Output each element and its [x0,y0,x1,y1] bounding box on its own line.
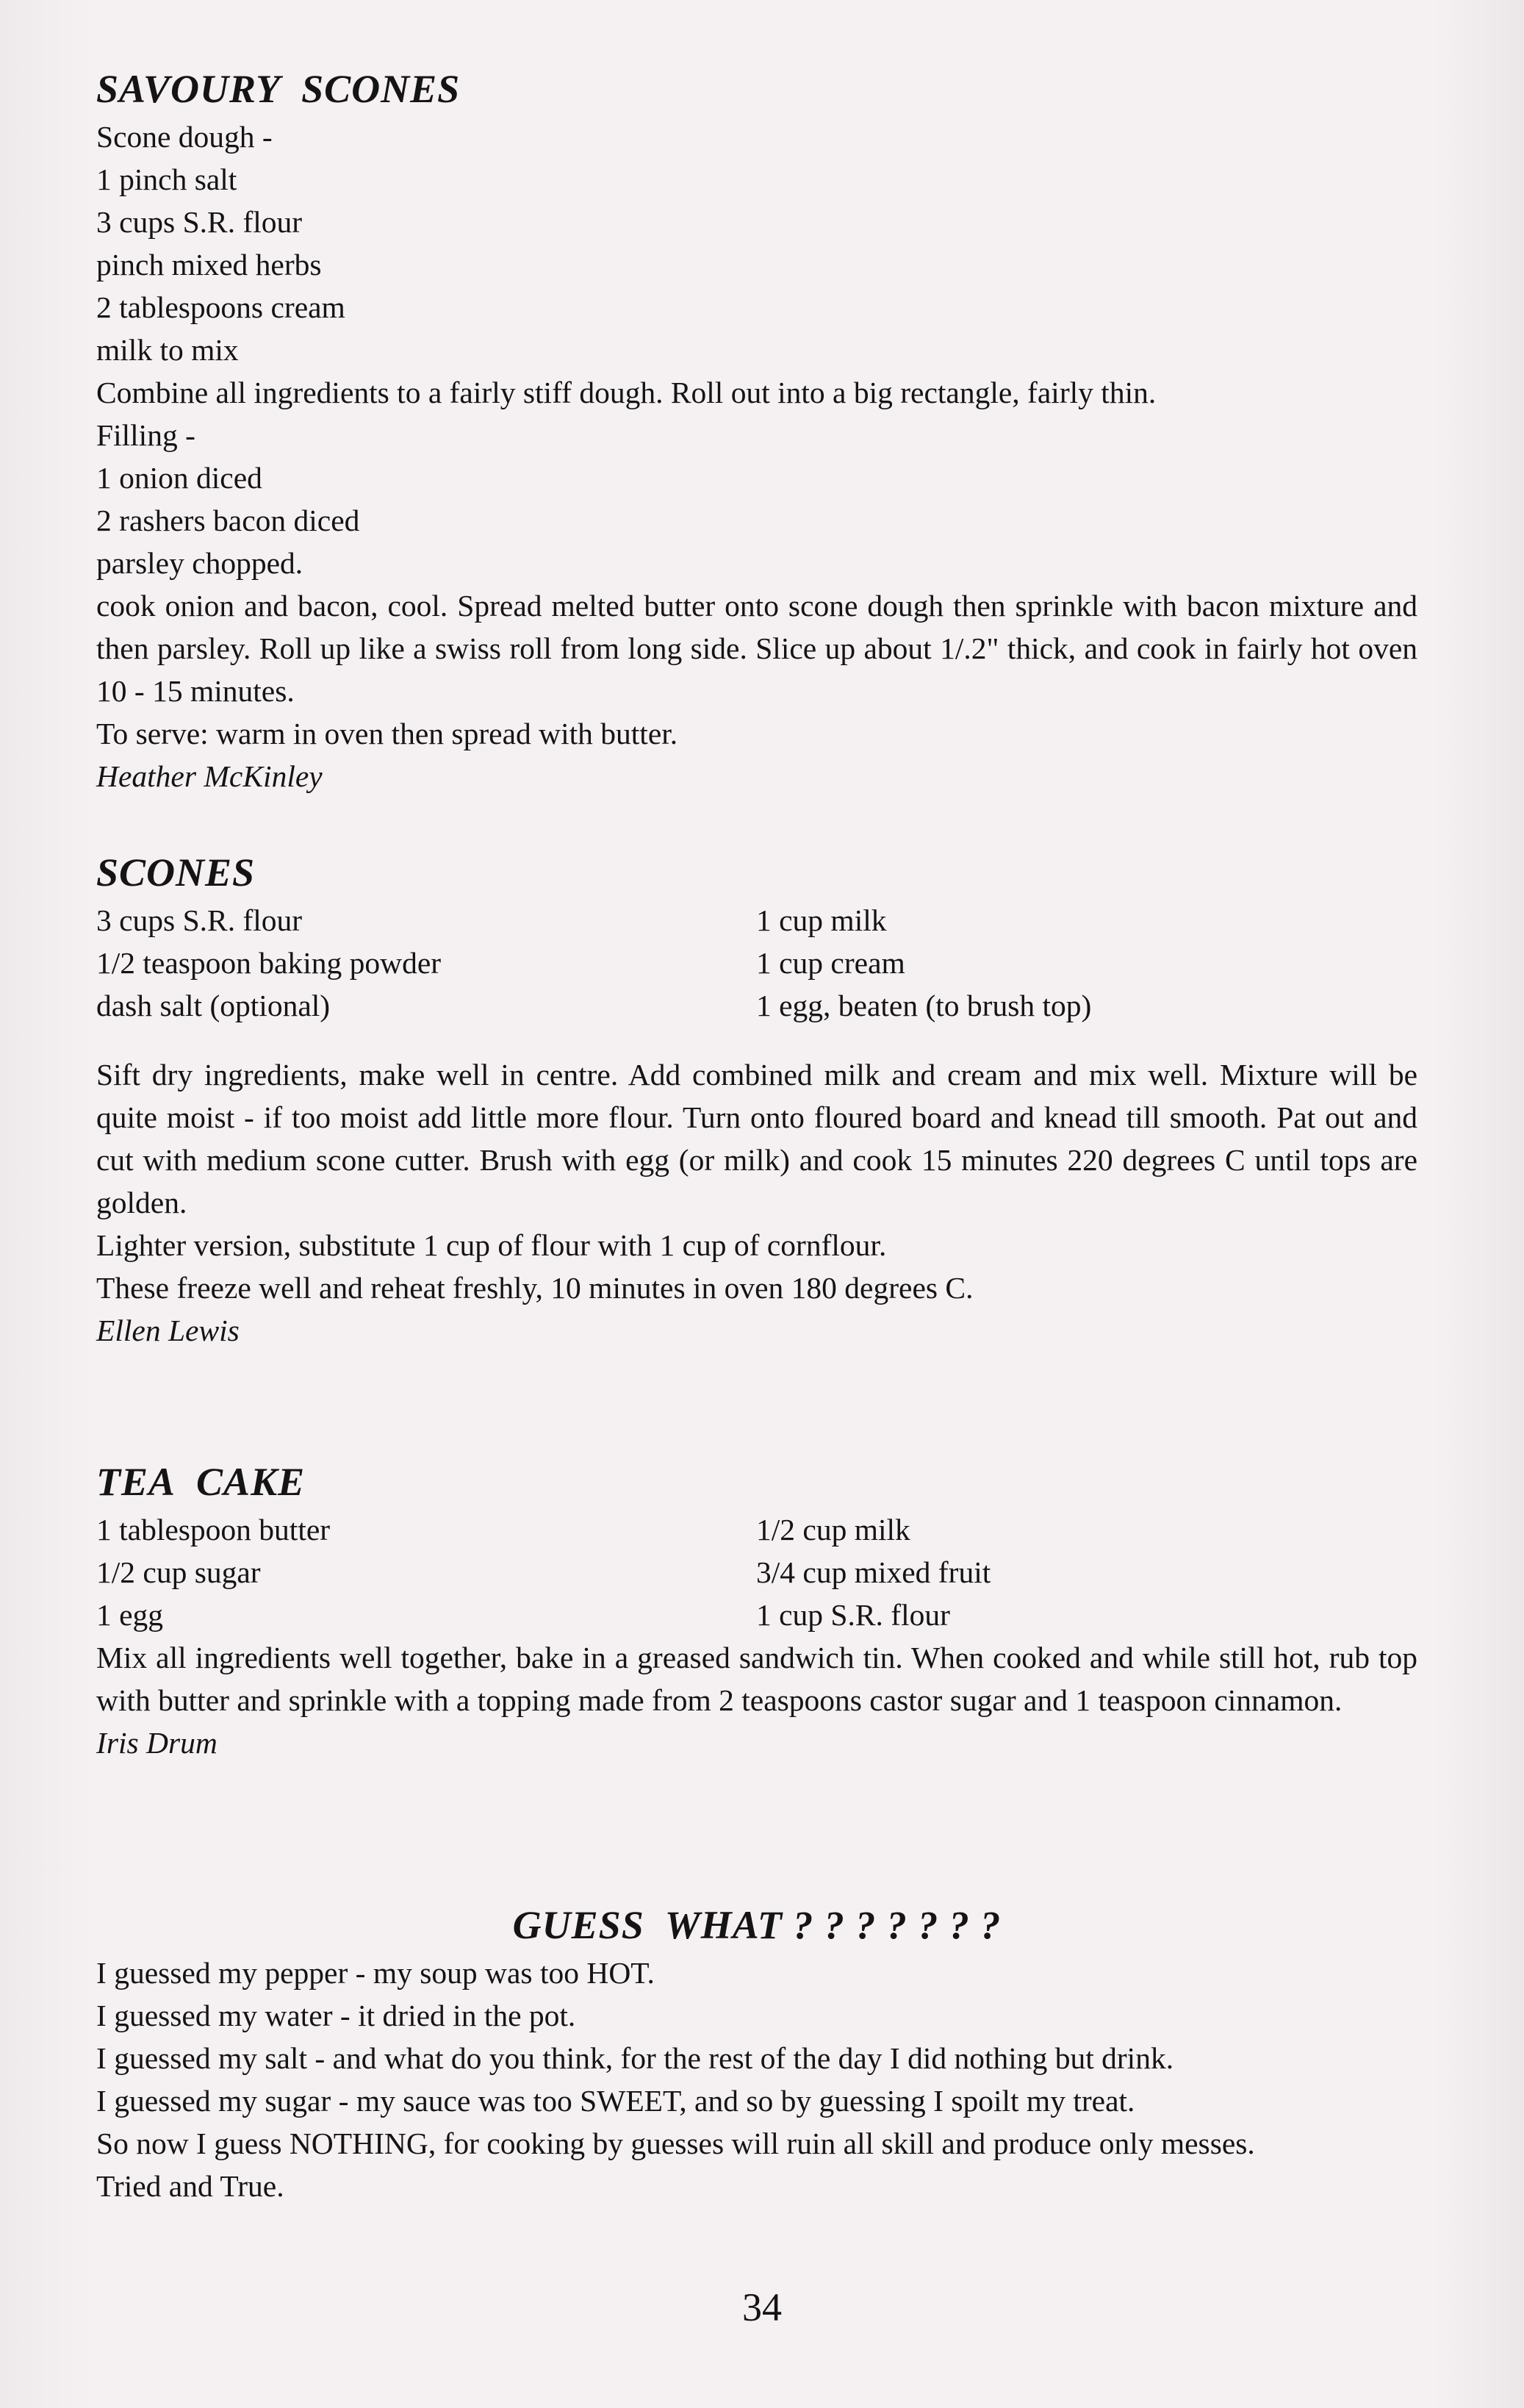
ingredient-line: dash salt (optional) [96,989,331,1023]
note-text: Lighter version, substitute 1 cup of flour with 1 cup of cornflour. [96,1228,887,1263]
ingredient-line: 1 onion diced [96,461,262,495]
ingredient-column-right [756,899,1091,1027]
recipe-tea-cake [96,1461,1417,1764]
recipe-author: Ellen Lewis [96,1314,240,1348]
poem-signoff: Tried and True. [96,2169,284,2204]
note-text: These freeze well and reheat freshly, 10 minutes in oven 180 degrees C. [96,1271,974,1305]
ingredient-line: 3 cups S.R. flour [96,903,303,938]
method-text: Mix all ingredients well together, bake in a greased sandwich tin. When cooked and while still hot, rub top with butter and sprinkle with a topping made from 2 teaspoons castor sugar and 1 teaspoon cinnamon. [96,1641,1417,1718]
poem-line: I guessed my salt - and what do you think, for the rest of the day I did nothing but drink. [96,2041,1174,2076]
poem-guess-what [96,1904,1417,2207]
page-number: 34 [742,2285,782,2329]
poem-line: I guessed my sugar - my sauce was too SWEET, and so by guessing I spoilt my treat. [96,2084,1135,2118]
ingredient-line: 1 egg, beaten (to brush top) [756,989,1092,1023]
poem-line: I guessed my water - it dried in the pot. [96,1999,576,2033]
ingredient-line: 1/2 cup milk [756,1513,910,1547]
serve-text: To serve: warm in oven then spread with butter. [96,717,678,751]
recipe-title: SAVOURY SCONES [96,67,461,111]
method-text: Sift dry ingredients, make well in centre. Add combined milk and cream and mix well. Mixture will be quite moist - if too moist add little more flour. Turn onto floured board and knead till smooth. Pat out and cut with medium scone cutter. Brush with egg (or milk) and cook 15 minutes 220 degrees C until tops are golden. [96,1058,1417,1220]
filling-heading: Filling - [96,418,195,453]
poem-line: I guessed my pepper - my soup was too HOT. [96,1956,655,1990]
ingredient-line: parsley chopped. [96,546,303,581]
recipe-author: Heather McKinley [96,759,323,794]
ingredient-line: 2 rashers bacon diced [96,504,360,538]
poem-closing: So now I guess NOTHING, for cooking by guesses will ruin all skill and produce only messes. [96,2126,1255,2161]
ingredient-columns [96,899,1417,1027]
ingredient-column-left [96,899,756,1027]
instruction-line: Combine all ingredients to a fairly stiff dough. Roll out into a big rectangle, fairly thin. [96,376,1157,410]
recipe-title: SCONES [96,850,256,895]
ingredient-line: 3/4 cup mixed fruit [756,1555,991,1590]
recipe-scones [96,851,1417,1352]
ingredient-line: Scone dough - [96,120,273,154]
ingredient-line: 2 tablespoons cream [96,290,345,325]
ingredient-line: 1/2 teaspoon baking powder [96,946,442,981]
recipe-savoury-scones [96,68,1417,798]
ingredient-line: pinch mixed herbs [96,248,322,282]
poem-title: GUESS WHAT ? ? ? ? ? ? ? [512,1903,1002,1947]
ingredient-line: 1 egg [96,1598,164,1633]
ingredient-line: milk to mix [96,333,239,368]
ingredient-column-left [96,1508,756,1636]
ingredient-line: 1 cup S.R. flour [756,1598,950,1633]
ingredient-column-right [756,1508,991,1636]
recipe-title: TEA CAKE [96,1460,306,1504]
ingredient-line: 1/2 cup sugar [96,1555,261,1590]
ingredient-columns [96,1508,1417,1636]
method-text: cook onion and bacon, cool. Spread melted butter onto scone dough then sprinkle with bacon mixture and then parsley. Roll up like a swiss roll from long side. Slice up about 1/.2" thick, and cook in fairly hot oven 10 - 15 minutes. [96,589,1417,709]
ingredient-line: 1 pinch salt [96,162,237,197]
ingredient-line: 1 cup cream [756,946,905,981]
ingredient-line: 3 cups S.R. flour [96,205,303,240]
ingredient-line: 1 cup milk [756,903,887,938]
ingredient-line: 1 tablespoon butter [96,1513,331,1547]
recipe-author: Iris Drum [96,1726,218,1760]
